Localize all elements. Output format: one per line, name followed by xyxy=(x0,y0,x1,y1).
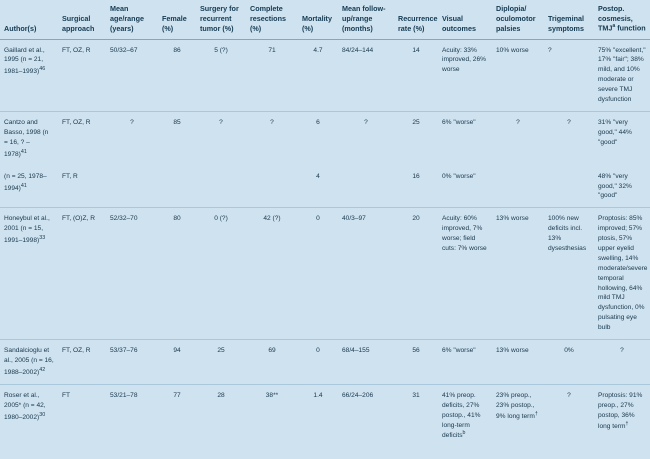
cell-author xyxy=(0,39,58,111)
cell-recurrence: 14 xyxy=(394,39,438,111)
cell-female: 86 xyxy=(158,39,196,111)
cell-trigeminal: 0% xyxy=(544,340,594,385)
cell-visual: Acuity: 60% improved, 7% worse; field cuts: 7% worse xyxy=(438,208,492,340)
cell-age: ? xyxy=(106,111,158,165)
cell-author xyxy=(0,208,58,340)
author-text: Gaillard et al., 1995 (n = 21, 1981–1993) xyxy=(4,46,45,76)
table-head xyxy=(0,0,650,39)
tmj-function-suffix: function xyxy=(615,23,646,33)
cell-complete xyxy=(246,166,298,208)
column-header-visual-outcomes: Visual outcomes xyxy=(438,0,492,39)
cell-female: 77 xyxy=(158,384,196,447)
postop-text: Proptosis: 91% preop., 27% postop, 36% long term xyxy=(598,391,643,430)
cell-age xyxy=(106,166,158,208)
cell-visual: Acuity: 33% improved, 26% worse xyxy=(438,39,492,111)
cell-postop xyxy=(594,384,650,447)
cell-followup: 68/4–155 xyxy=(338,340,394,385)
column-header-recurrence-rate: Recurrence rate (%) xyxy=(394,0,438,39)
column-header-mortality: Mortality (%) xyxy=(298,0,338,39)
tmj-footnote-marker: a xyxy=(612,23,616,30)
table-header-row xyxy=(0,0,650,39)
citation-ref: 41 xyxy=(20,182,27,189)
cell-recurrence: 56 xyxy=(394,340,438,385)
column-header-trigeminal-symptoms: Trigeminal symptoms xyxy=(544,0,594,39)
column-header-author: Author(s) xyxy=(0,0,58,39)
cell-approach: FT, OZ, R xyxy=(58,39,106,111)
cell-approach: FT, (O)Z, R xyxy=(58,208,106,340)
cell-trigeminal: ? xyxy=(544,384,594,447)
cell-postop: 75% "excellent," 17% "fair"; 38% mild, and 10% moderate or severe TMJ dysfunction xyxy=(594,39,650,111)
cell-complete: 71 xyxy=(246,39,298,111)
cell-complete: ? xyxy=(246,111,298,165)
cell-female: 80 xyxy=(158,208,196,340)
cell-visual: 6% "worse" xyxy=(438,340,492,385)
cell-recurrent: 25 xyxy=(196,340,246,385)
citation-ref: 42 xyxy=(39,366,46,373)
column-header-mean-followup: Mean follow-up/range (months) xyxy=(338,0,394,39)
cell-female xyxy=(158,166,196,208)
cell-mortality: 0 xyxy=(298,340,338,385)
author-text: Cantzo and Basso, 1998 (n = 16, ? – 1978) xyxy=(4,118,49,158)
cell-complete: 38** xyxy=(246,384,298,447)
cell-complete: 42 (?) xyxy=(246,208,298,340)
footnote-marker: b xyxy=(462,430,466,437)
cell-trigeminal: 100% new deficits incl. 13% dysesthesias xyxy=(544,208,594,340)
column-header-female: Female (%) xyxy=(158,0,196,39)
cell-mortality: 6 xyxy=(298,111,338,165)
author-text: Honeybul et al., 2001 (n = 15, 1991–1998) xyxy=(4,215,50,245)
cell-complete: 69 xyxy=(246,340,298,385)
footnote-marker: † xyxy=(534,410,538,417)
cell-visual: 0% "worse" xyxy=(438,166,492,208)
column-header-postop-cosmesis xyxy=(594,0,650,39)
cell-approach: FT, OZ, R xyxy=(58,111,106,165)
author-text: (n = 25, 1978–1994) xyxy=(4,172,47,192)
cell-author xyxy=(0,384,58,447)
cell-mortality: 4.7 xyxy=(298,39,338,111)
column-header-diplopia: Diplopia/ oculomotor palsies xyxy=(492,0,544,39)
cell-author xyxy=(0,340,58,385)
cell-recurrent: ? xyxy=(196,111,246,165)
cell-followup xyxy=(338,166,394,208)
cell-followup: ? xyxy=(338,111,394,165)
cell-recurrent: 0 (?) xyxy=(196,208,246,340)
cell-recurrent: 5 (?) xyxy=(196,39,246,111)
table-row xyxy=(0,39,650,111)
cell-age: 50/32–67 xyxy=(106,39,158,111)
table-row xyxy=(0,208,650,340)
cell-followup: 84/24–144 xyxy=(338,39,394,111)
cell-diplopia: ? xyxy=(492,111,544,165)
table-row xyxy=(0,384,650,447)
cell-followup: 66/24–206 xyxy=(338,384,394,447)
cell-recurrent xyxy=(196,166,246,208)
cell-recurrent: 28 xyxy=(196,384,246,447)
cell-age: 53/21–78 xyxy=(106,384,158,447)
cell-followup: 40/3–97 xyxy=(338,208,394,340)
cell-recurrence: 31 xyxy=(394,384,438,447)
cell-diplopia: 13% worse xyxy=(492,208,544,340)
column-header-recurrent-tumor-surgery: Surgery for recurrent tumor (%) xyxy=(196,0,246,39)
cell-postop: 31% "very good," 44% "good" xyxy=(594,111,650,165)
cell-diplopia xyxy=(492,166,544,208)
cell-postop: Proptosis: 85% improved; 57% ptosis, 57% upper eyelid swelling, 14% moderate/severe temporal hollowing, 64% mild TMJ dysfunction, 0% pulsating eye bulb xyxy=(594,208,650,340)
column-header-postop-label: Postop. cosmesis, TMJ xyxy=(598,4,633,33)
cell-diplopia: 10% worse xyxy=(492,39,544,111)
cell-visual: 6% "worse" xyxy=(438,111,492,165)
column-header-complete-resections: Complete resections (%) xyxy=(246,0,298,39)
cell-trigeminal: ? xyxy=(544,111,594,165)
cell-author xyxy=(0,111,58,165)
cell-trigeminal: ? xyxy=(544,39,594,111)
cell-age: 52/32–70 xyxy=(106,208,158,340)
cell-trigeminal xyxy=(544,166,594,208)
cell-diplopia xyxy=(492,384,544,447)
author-text: Roser et al., 2005* (n = 42, 1980–2002) xyxy=(4,391,46,421)
cell-postop: ? xyxy=(594,340,650,385)
citation-ref: 46 xyxy=(39,66,46,73)
citation-ref: 33 xyxy=(39,235,46,242)
cell-approach: FT xyxy=(58,384,106,447)
cell-diplopia: 13% worse xyxy=(492,340,544,385)
cell-female: 94 xyxy=(158,340,196,385)
cell-postop: 48% "very good," 32% "good" xyxy=(594,166,650,208)
visual-text: 41% preop. deficits, 27% postop., 41% long-term deficits xyxy=(442,391,481,440)
cell-mortality: 0 xyxy=(298,208,338,340)
citation-ref: 41 xyxy=(20,148,27,155)
cell-age: 53/37–76 xyxy=(106,340,158,385)
column-header-surgical-approach: Surgical approach xyxy=(58,0,106,39)
cell-mortality: 4 xyxy=(298,166,338,208)
cell-author xyxy=(0,166,58,208)
cell-visual xyxy=(438,384,492,447)
cell-mortality: 1.4 xyxy=(298,384,338,447)
author-text: Sandalcioglu et al., 2005 (n = 16, 1988–2002) xyxy=(4,347,54,376)
cell-female: 85 xyxy=(158,111,196,165)
column-header-mean-age: Mean age/range (years) xyxy=(106,0,158,39)
cell-recurrence: 20 xyxy=(394,208,438,340)
cell-recurrence: 16 xyxy=(394,166,438,208)
table-body xyxy=(0,39,650,447)
cell-approach: FT, R xyxy=(58,166,106,208)
citation-ref: 30 xyxy=(39,411,46,418)
diplopia-text: 23% preop., 23% postop., 9% long term xyxy=(496,391,535,420)
cell-approach: FT, OZ, R xyxy=(58,340,106,385)
table-row xyxy=(0,111,650,165)
cell-recurrence: 25 xyxy=(394,111,438,165)
footnote-marker: † xyxy=(625,420,629,427)
table-row xyxy=(0,340,650,385)
table-row xyxy=(0,166,650,208)
